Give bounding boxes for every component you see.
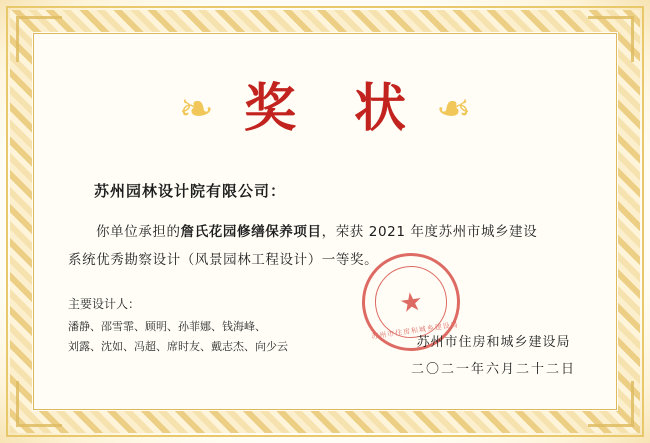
statement-lead: 你单位承担的 [96, 224, 181, 240]
signature-block [411, 331, 576, 377]
seal-text: 苏州市住房和城乡建设局 [371, 321, 460, 341]
certificate-body [68, 180, 582, 356]
designers-label: 主要设计人： [68, 297, 141, 312]
flourish-ornament-icon: ❧ [436, 85, 472, 132]
certificate-content [40, 40, 610, 403]
page-title: 奖 状 [243, 78, 427, 139]
flourish-ornament-icon: ❧ [178, 85, 214, 132]
star-icon: ★ [397, 285, 425, 319]
issue-date: 二〇二一年六月二十二日 [410, 362, 576, 377]
award-statement [68, 219, 582, 274]
designers-line: 刘露、沈如、冯超、席时友、戴志杰、向少云 [68, 339, 288, 353]
statement-tail: 系统优秀勘察设计（风景园林工程设计）一等奖。 [68, 251, 379, 268]
statement-middle: ，荣获 2021 年度苏州市城乡建设 [321, 224, 538, 240]
project-name: 詹氏花园修缮保养项目 [180, 224, 322, 240]
designers-line: 潘静、邵雪霏、顾明、孙菲娜、钱海峰、 [68, 320, 266, 334]
certificate-title-row [68, 72, 582, 146]
recipient-name: 苏州园林设计院有限公司： [94, 182, 287, 200]
issuing-organization: 苏州市住房和城乡建设局 [416, 335, 571, 350]
